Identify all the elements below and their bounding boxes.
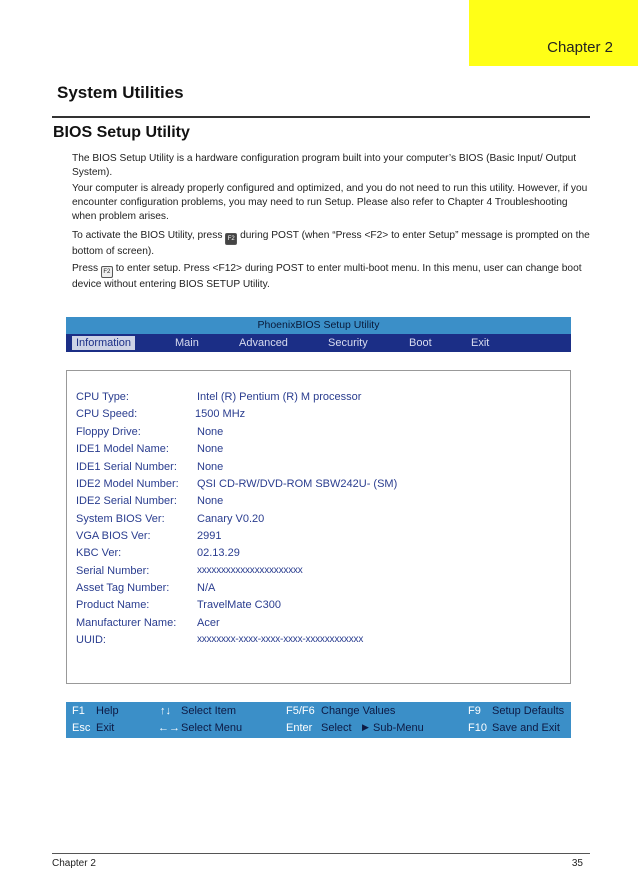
menu-boot[interactable]: Boot [409,337,432,349]
value-manufacturer: Acer [197,617,220,629]
paragraph-press-text-1: Press [72,263,101,274]
key-f1-desc: Help [96,705,119,717]
row-ide1-model [67,443,570,459]
value-cpu-speed: 1500 MHz [195,408,246,420]
row-product-name [67,599,570,615]
label-uuid: UUID: [76,634,106,646]
select-item-desc: Select Item [181,705,237,717]
value-ide1-model: None [197,443,224,455]
value-ide2-serial: None [197,495,224,507]
key-esc: Esc [72,722,91,734]
value-system-bios: Canary V0.20 [197,513,265,525]
save-exit-desc: Save and Exit [492,722,560,734]
menu-security[interactable]: Security [328,337,368,349]
row-vga-bios [67,530,570,546]
arrow-updown-icon: ↑↓ [160,705,171,717]
row-floppy [67,426,570,442]
paragraph-press [72,262,590,292]
f2-key-icon: F2 [225,233,237,245]
value-ide2-model: QSI CD-RW/DVD-ROM SBW242U- (SM) [197,478,398,490]
label-product-name: Product Name: [76,599,150,611]
footer-chapter: Chapter 2 [52,858,96,869]
key-f1: F1 [72,705,85,717]
label-ide1-serial: IDE1 Serial Number: [76,461,177,473]
key-f9: F9 [468,705,481,717]
bios-title: PhoenixBIOS Setup Utility [257,319,380,331]
label-serial-number: Serial Number: [76,565,150,577]
key-enter: Enter [286,722,313,734]
bios-title-bar [66,317,571,334]
value-floppy: None [197,426,224,438]
label-ide1-model: IDE1 Model Name: [76,443,169,455]
select-menu-desc: Select Menu [181,722,243,734]
chapter-banner [469,0,638,66]
bios-menu-bar [66,334,571,352]
label-floppy: Floppy Drive: [76,426,141,438]
row-asset-tag [67,582,570,598]
label-vga-bios: VGA BIOS Ver: [76,530,151,542]
value-asset-tag: N/A [197,582,216,594]
row-cpu-type [67,391,570,407]
row-ide2-serial [67,495,570,511]
setup-defaults-desc: Setup Defaults [492,705,565,717]
menu-advanced[interactable]: Advanced [239,337,288,349]
menu-information[interactable]: Information [72,336,135,350]
label-cpu-speed: CPU Speed: [76,408,138,420]
paragraph-press-text-2: to enter setup. Press <F12> during POST to enter multi-boot menu. In this menu, user can change boot device without entering BIOS SETUP Utility. [72,263,582,290]
label-ide2-serial: IDE2 Serial Number: [76,495,177,507]
chapter-label: Chapter 2 [547,39,613,56]
key-esc-desc: Exit [96,722,115,734]
enter-desc: Select [321,722,352,734]
row-system-bios [67,513,570,529]
key-f10: F10 [468,722,487,734]
paragraph-configured: Your computer is already properly configured and optimized, and you do not need to run this utility. However, if you encounter configuration problems, you may need to run Setup. Please also refer to Chapter 4 Troubleshooting when problem arises. [72,183,588,222]
footer-divider [52,853,590,854]
row-ide1-serial [67,461,570,477]
key-f5f6: F5/F6 [286,705,315,717]
row-uuid [67,634,570,650]
label-manufacturer: Manufacturer Name: [76,617,177,629]
value-vga-bios: 2991 [197,530,222,542]
info-panel [66,370,571,684]
row-kbc [67,547,570,563]
value-product-name: TravelMate C300 [197,599,281,611]
value-cpu-type: Intel (R) Pentium (R) M processor [197,391,362,403]
row-cpu-speed [67,408,570,424]
label-kbc: KBC Ver: [76,547,122,559]
paragraph-intro: The BIOS Setup Utility is a hardware configuration program built into your computer’s BIOS (Basic Input/ Output System). [72,153,577,178]
label-asset-tag: Asset Tag Number: [76,582,170,594]
change-values-desc: Change Values [321,705,396,717]
value-serial-number: xxxxxxxxxxxxxxxxxxxxxx [197,565,303,576]
value-ide1-serial: None [197,461,224,473]
label-system-bios: System BIOS Ver: [76,513,165,525]
value-kbc: 02.13.29 [197,547,240,559]
title-divider [52,116,590,118]
paragraph-activate-text-2: during POST (when “Press <F2> to enter Setup” message is prompted on the bottom of screen). [72,230,590,257]
submenu-desc: Sub-Menu [373,722,424,734]
paragraph-activate [72,229,590,259]
arrow-leftright-icon: ←→ [158,722,180,734]
paragraph-activate-text-1: To activate the BIOS Utility, press [72,230,226,241]
submenu-arrow-icon: ▶ [362,722,369,732]
label-cpu-type: CPU Type: [76,391,129,403]
row-serial-number [67,565,570,581]
label-ide2-model: IDE2 Model Number: [76,478,179,490]
bios-key-legend [66,702,571,738]
value-uuid: xxxxxxxx-xxxx-xxxx-xxxx-xxxxxxxxxxxx [197,634,364,645]
f2-key-icon-small: F2 [101,266,113,278]
page-number: 35 [571,858,583,869]
menu-main[interactable]: Main [175,337,199,349]
row-manufacturer [67,617,570,633]
row-ide2-model [67,478,570,494]
menu-exit[interactable]: Exit [471,337,490,349]
subsection-title: BIOS Setup Utility [53,124,190,141]
section-title: System Utilities [57,83,184,102]
